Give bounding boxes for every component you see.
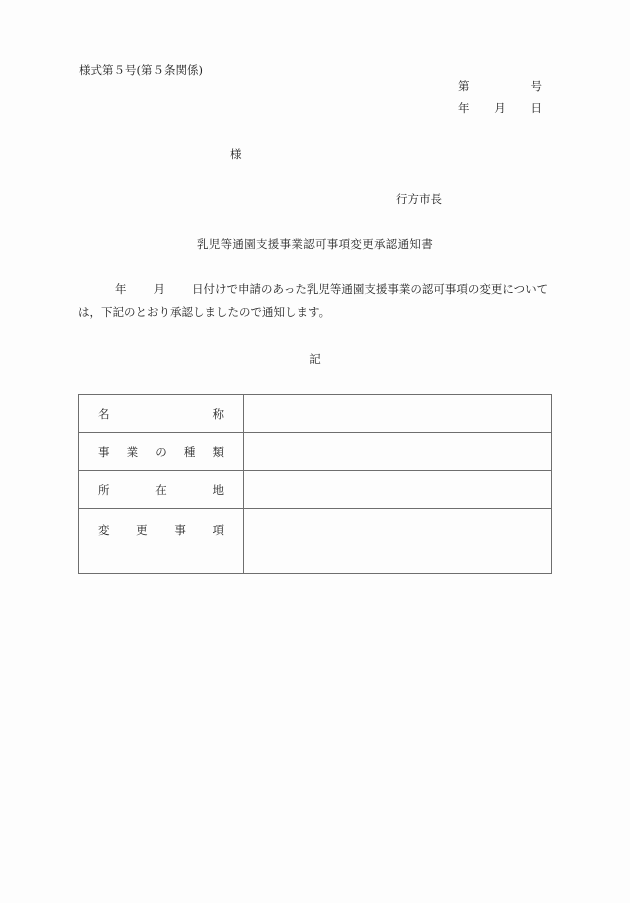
label-cell [79, 509, 244, 574]
label-char: 業 [126, 444, 139, 459]
details-table [78, 394, 552, 574]
body-text: 日付けで申請のあった乳児等通園支援事業の認可事項の変更について [192, 282, 549, 296]
table-row-name [79, 395, 552, 433]
number-suffix: 号 [530, 79, 542, 93]
date-day: 日 [530, 101, 542, 115]
addressee: 様 [230, 147, 242, 161]
label-char: 事 [174, 523, 186, 537]
label-cell [79, 433, 244, 471]
label-cell [79, 471, 244, 509]
table-row-location [79, 471, 552, 509]
label-cell [79, 395, 244, 433]
date-month: 月 [494, 101, 506, 115]
sender-name: 行方市長 [396, 192, 442, 206]
document-title: 乳児等通園支援事業認可事項変更承認通知書 [197, 237, 433, 251]
label-char: 事 [98, 444, 110, 459]
body-line-2: は，下記のとおり承認しましたので通知します。 [78, 305, 331, 319]
label-char: 所 [98, 482, 110, 497]
value-cell-changes[interactable] [244, 509, 552, 574]
label-char: 項 [212, 523, 224, 537]
ki-heading: 記 [309, 352, 321, 366]
label-char: 名 [98, 406, 110, 421]
issue-date-line [458, 100, 542, 116]
value-cell-name[interactable] [244, 395, 552, 433]
label-char: 地 [212, 482, 224, 497]
label-char: 類 [212, 444, 224, 459]
document-number-line [458, 78, 542, 94]
body-year: 年 [115, 282, 127, 296]
number-prefix: 第 [458, 79, 470, 93]
table-row-changes [79, 509, 552, 574]
label-char: 称 [212, 406, 224, 421]
label-char: の [155, 444, 167, 459]
body-month: 月 [153, 282, 165, 296]
value-cell-business-type[interactable] [244, 433, 552, 471]
value-cell-location[interactable] [244, 471, 552, 509]
label-char: 種 [183, 444, 196, 459]
label-char: 変 [98, 523, 110, 537]
label-char: 在 [155, 482, 167, 497]
label-char: 更 [136, 523, 148, 537]
form-number: 様式第５号(第５条関係) [79, 63, 203, 77]
date-year: 年 [458, 101, 470, 115]
body-line-1 [78, 281, 552, 297]
table-row-business-type [79, 433, 552, 471]
